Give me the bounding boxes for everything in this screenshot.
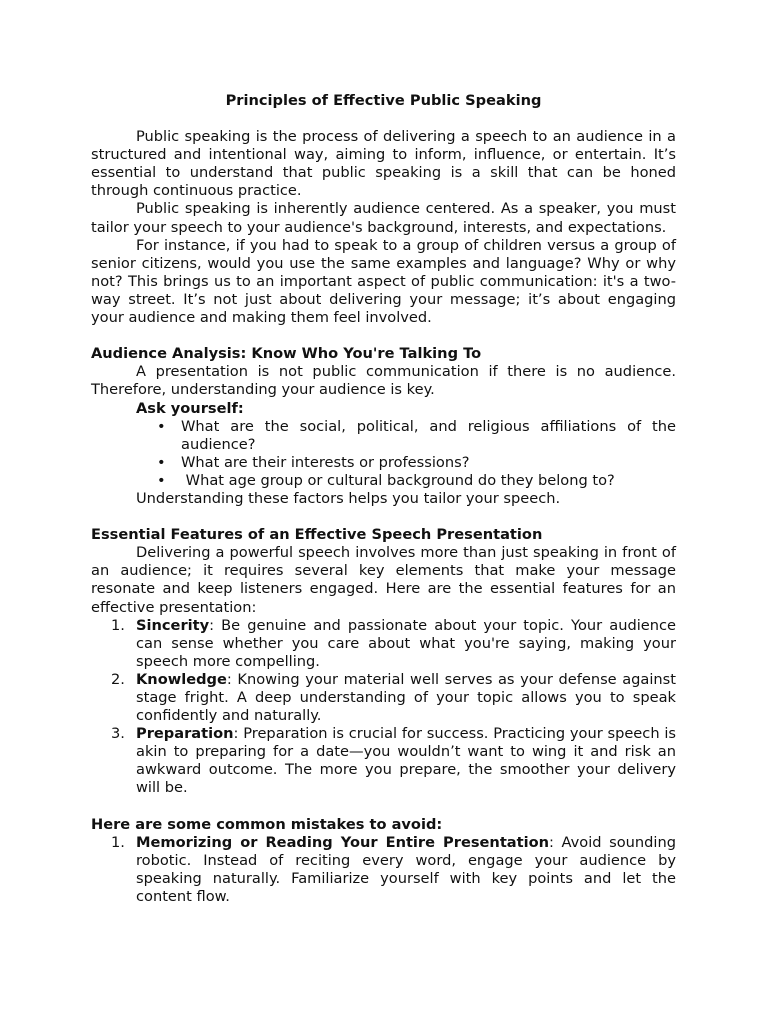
intro-paragraph-1: Public speaking is the process of delivering a speech to an audience in a structured and intentional way, aiming to inform, influence, or entertain. It’s essential to understand that public speaking is a skill that can be honed through continuous practice. [91, 128, 676, 200]
bullet-glyph: • [157, 417, 166, 435]
list-item [91, 617, 676, 671]
bullet-glyph: • [157, 453, 166, 471]
list-number: 2. [111, 670, 125, 688]
spacer [91, 327, 676, 345]
list-item-term: Memorizing or Reading Your Entire Presentation [136, 833, 550, 851]
list-item [91, 418, 676, 454]
audience-paragraph: A presentation is not public communication if there is no audience. Therefore, understanding your audience is key. [91, 363, 676, 399]
list-item [91, 671, 676, 725]
list-number: 1. [111, 616, 125, 634]
ask-yourself-label: Ask yourself: [136, 399, 244, 417]
list-item-term: Sincerity [136, 616, 210, 634]
list-item [91, 472, 676, 490]
mistakes-numbered-list [91, 834, 676, 906]
audience-bullet-list [91, 418, 676, 490]
list-item-text: : Knowing your material well serves as your defense against stage fright. A deep understanding of your topic allows you to speak confidently and naturally. [136, 670, 676, 725]
spacer [91, 798, 676, 816]
document-title: Principles of Effective Public Speaking [225, 92, 542, 109]
spacer [91, 508, 676, 526]
features-heading: Essential Features of an Effective Speech Presentation [91, 526, 543, 544]
list-item [91, 725, 676, 797]
list-item-term: Knowledge [136, 670, 227, 688]
audience-heading: Audience Analysis: Know Who You're Talking To [91, 345, 482, 363]
list-item-text: What are the social, political, and religious affiliations of the audience? [181, 417, 676, 453]
features-paragraph: Delivering a powerful speech involves more than just speaking in front of an audience; it requires several key elements that make your message resonate and keep listeners engaged. Here are the essential features for an effective presentation: [91, 544, 676, 616]
list-number: 3. [111, 725, 125, 743]
intro-paragraph-3: For instance, if you had to speak to a group of children versus a group of senior citizens, would you use the same examples and language? Why or why not? This brings us to an important aspect of public communication: it's a two-way street. It’s not just about delivering your message; it’s about engaging your audience and making them feel involved. [91, 236, 676, 327]
document-page [91, 92, 676, 906]
list-item-text: : Be genuine and passionate about your topic. Your audience can sense whether you care about what you're saying, making your speech more compelling. [136, 616, 676, 670]
list-item-text: What age group or cultural background do they belong to? [181, 471, 615, 489]
list-item-term: Preparation [136, 725, 234, 743]
list-item-text: : Avoid sounding robotic. Instead of reciting every word, engage your audience by speaking naturally. Familiarize yourself with key points and let the content flow. [136, 833, 676, 906]
list-item [91, 454, 676, 472]
features-numbered-list [91, 617, 676, 798]
list-item-text: What are their interests or professions? [181, 453, 470, 471]
list-item-text: : Preparation is crucial for success. Practicing your speech is akin to preparing for a date—you wouldn’t want to wing it and risk an awkward outcome. The more you prepare, the smoother your delivery will be. [136, 725, 676, 797]
intro-paragraph-2: Public speaking is inherently audience centered. As a speaker, you must tailor your speech to your audience's background, interests, and expectations. [91, 200, 676, 236]
list-number: 1. [111, 833, 125, 851]
list-item [91, 834, 676, 906]
bullet-glyph: • [157, 471, 166, 489]
audience-closing: Understanding these factors helps you tailor your speech. [136, 489, 561, 507]
mistakes-heading: Here are some common mistakes to avoid: [91, 815, 443, 833]
